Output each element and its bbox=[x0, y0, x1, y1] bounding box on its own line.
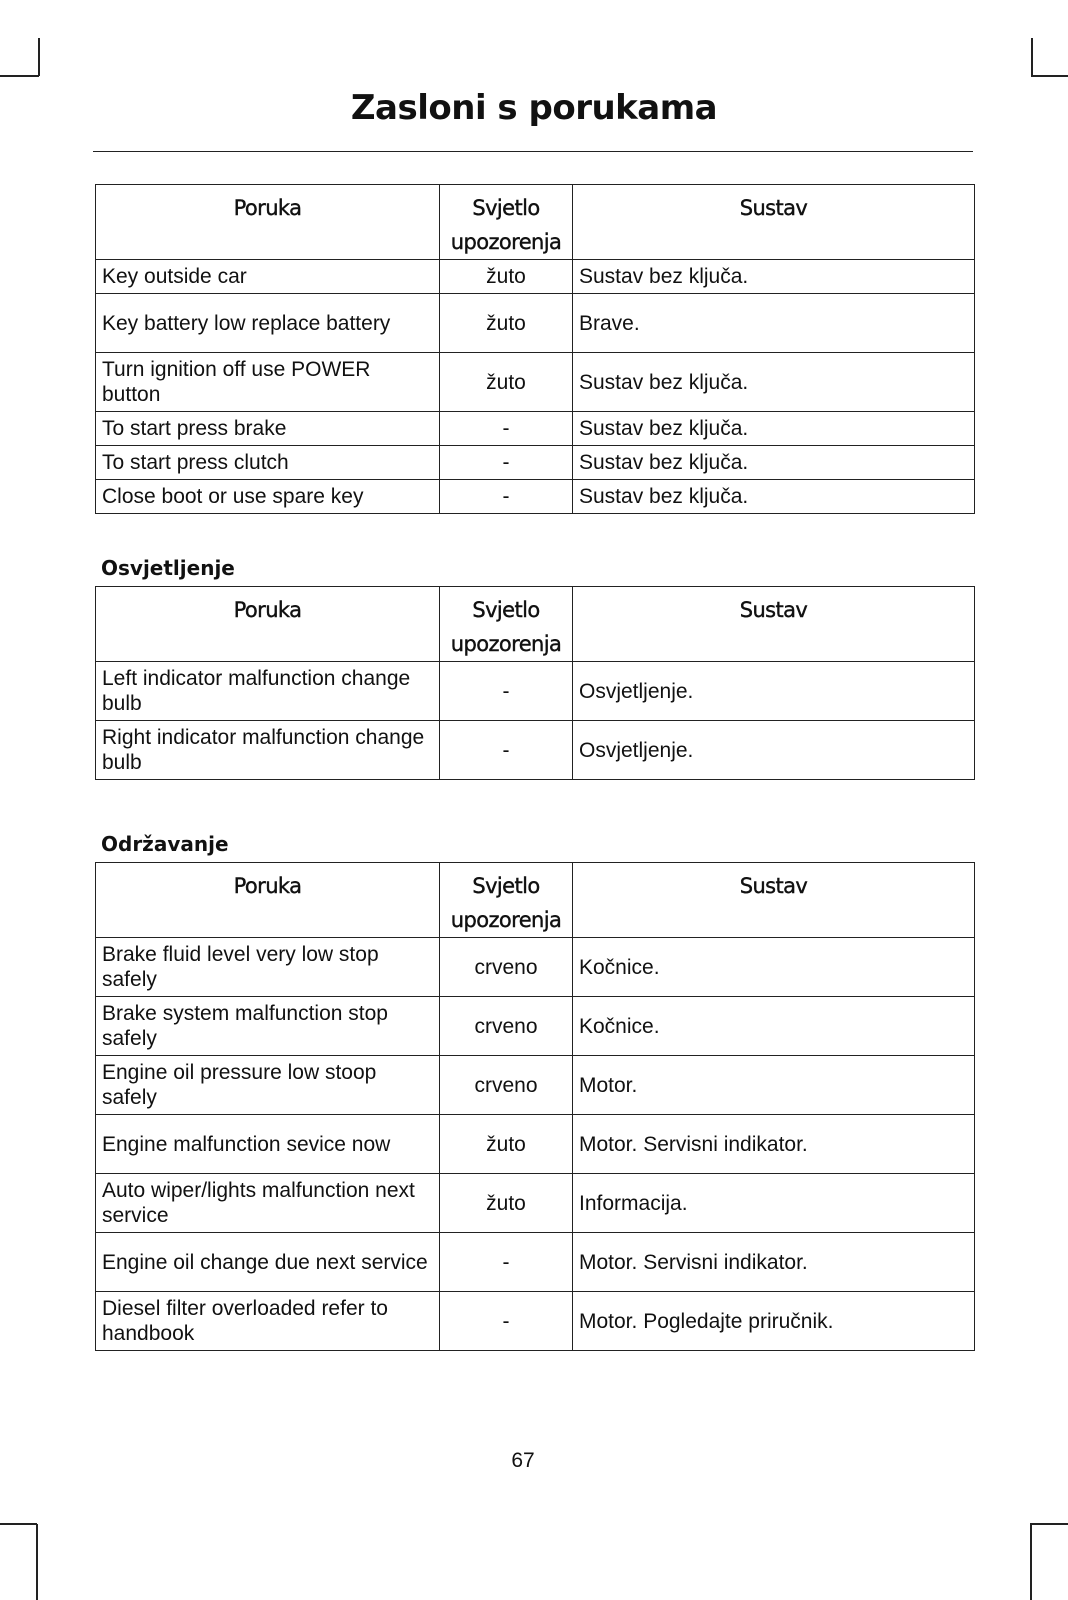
cell-warning-light: žuto bbox=[440, 1174, 573, 1233]
cell-system: Sustav bez ključa. bbox=[573, 260, 975, 294]
cell-message: To start press brake bbox=[96, 412, 440, 446]
header-message: Poruka bbox=[96, 185, 440, 260]
cell-system: Sustav bez ključa. bbox=[573, 446, 975, 480]
header-warning-light: Svjetlo upozorenja bbox=[440, 185, 573, 260]
cell-system: Brave. bbox=[573, 294, 975, 353]
cell-system: Kočnice. bbox=[573, 938, 975, 997]
cell-message: Left indicator malfunction change bulb bbox=[96, 662, 440, 721]
cell-warning-light: crveno bbox=[440, 997, 573, 1056]
crop-mark-bottom-left-vertical bbox=[36, 1524, 38, 1600]
cell-warning-light: - bbox=[440, 721, 573, 780]
cell-system: Sustav bez ključa. bbox=[573, 480, 975, 514]
cell-system: Informacija. bbox=[573, 1174, 975, 1233]
cell-message: Brake fluid level very low stop safely bbox=[96, 938, 440, 997]
cell-warning-light: - bbox=[440, 446, 573, 480]
cell-message: Right indicator malfunction change bulb bbox=[96, 721, 440, 780]
lighting-messages-table bbox=[95, 586, 975, 780]
header-system: Sustav bbox=[573, 185, 975, 260]
header-system: Sustav bbox=[573, 863, 975, 938]
cell-system: Osvjetljenje. bbox=[573, 721, 975, 780]
cell-warning-light: crveno bbox=[440, 938, 573, 997]
cell-message: Turn ignition off use POWER button bbox=[96, 353, 440, 412]
table-row bbox=[96, 1056, 975, 1115]
header-warning-light: Svjetlo upozorenja bbox=[440, 863, 573, 938]
table-header-row bbox=[96, 863, 975, 938]
cell-message: Brake system malfunction stop safely bbox=[96, 997, 440, 1056]
cell-warning-light: žuto bbox=[440, 353, 573, 412]
cell-system: Motor. Servisni indikator. bbox=[573, 1233, 975, 1292]
cell-message: Engine oil pressure low stoop safely bbox=[96, 1056, 440, 1115]
table-row bbox=[96, 480, 975, 514]
cell-message: To start press clutch bbox=[96, 446, 440, 480]
cell-message: Key outside car bbox=[96, 260, 440, 294]
table-row bbox=[96, 1174, 975, 1233]
table-row bbox=[96, 412, 975, 446]
table-row bbox=[96, 260, 975, 294]
cell-message: Close boot or use spare key bbox=[96, 480, 440, 514]
cell-warning-light: - bbox=[440, 412, 573, 446]
table-row bbox=[96, 1115, 975, 1174]
cell-message: Key battery low replace battery bbox=[96, 294, 440, 353]
cell-message: Auto wiper/lights malfunction next service bbox=[96, 1174, 440, 1233]
crop-mark-top-right-horizontal bbox=[1031, 75, 1068, 77]
cell-warning-light: žuto bbox=[440, 1115, 573, 1174]
section-heading-maintenance: Održavanje bbox=[101, 832, 229, 856]
cell-system: Motor. bbox=[573, 1056, 975, 1115]
cell-system: Motor. Servisni indikator. bbox=[573, 1115, 975, 1174]
table-row bbox=[96, 997, 975, 1056]
title-rule bbox=[93, 151, 973, 152]
table-row bbox=[96, 721, 975, 780]
header-system: Sustav bbox=[573, 587, 975, 662]
header-message: Poruka bbox=[96, 587, 440, 662]
header-message: Poruka bbox=[96, 863, 440, 938]
cell-system: Motor. Pogledajte priručnik. bbox=[573, 1292, 975, 1351]
table-row bbox=[96, 1233, 975, 1292]
cell-warning-light: - bbox=[440, 1233, 573, 1292]
table-header-row bbox=[96, 185, 975, 260]
page-number: 67 bbox=[511, 1449, 535, 1472]
table-row bbox=[96, 353, 975, 412]
crop-mark-bottom-left-horizontal bbox=[0, 1523, 37, 1525]
cell-system: Sustav bez ključa. bbox=[573, 412, 975, 446]
cell-warning-light: - bbox=[440, 662, 573, 721]
maintenance-messages-table bbox=[95, 862, 975, 1351]
crop-mark-bottom-right-vertical bbox=[1030, 1524, 1032, 1600]
cell-message: Diesel filter overloaded refer to handbook bbox=[96, 1292, 440, 1351]
table-row bbox=[96, 294, 975, 353]
cell-system: Sustav bez ključa. bbox=[573, 353, 975, 412]
crop-mark-bottom-right-horizontal bbox=[1030, 1523, 1068, 1525]
page-title: Zasloni s porukama bbox=[350, 88, 718, 128]
table-row bbox=[96, 938, 975, 997]
crop-mark-top-right-vertical bbox=[1031, 38, 1033, 76]
cell-system: Kočnice. bbox=[573, 997, 975, 1056]
cell-message: Engine oil change due next service bbox=[96, 1233, 440, 1292]
cell-warning-light: - bbox=[440, 480, 573, 514]
table-row bbox=[96, 662, 975, 721]
table-row bbox=[96, 1292, 975, 1351]
cell-warning-light: žuto bbox=[440, 294, 573, 353]
section-heading-lighting: Osvjetljenje bbox=[101, 556, 235, 580]
crop-mark-top-left-horizontal bbox=[0, 75, 39, 77]
header-warning-light: Svjetlo upozorenja bbox=[440, 587, 573, 662]
cell-warning-light: žuto bbox=[440, 260, 573, 294]
table-row bbox=[96, 446, 975, 480]
cell-system: Osvjetljenje. bbox=[573, 662, 975, 721]
crop-mark-top-left-vertical bbox=[38, 38, 40, 76]
keyless-messages-table bbox=[95, 184, 975, 514]
table-header-row bbox=[96, 587, 975, 662]
cell-warning-light: - bbox=[440, 1292, 573, 1351]
cell-message: Engine malfunction sevice now bbox=[96, 1115, 440, 1174]
cell-warning-light: crveno bbox=[440, 1056, 573, 1115]
